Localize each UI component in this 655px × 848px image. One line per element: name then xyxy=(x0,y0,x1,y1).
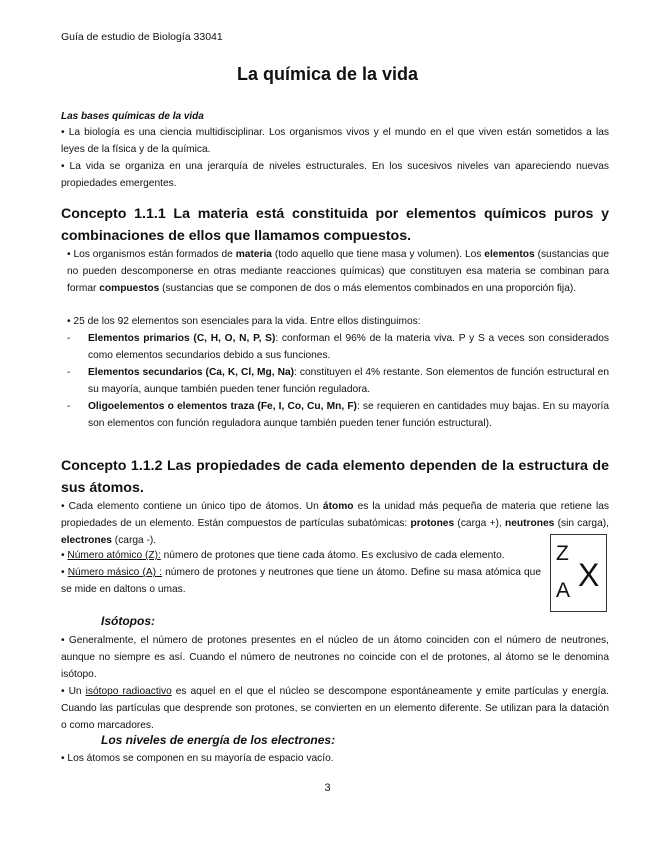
bullet-icon: • xyxy=(61,635,69,646)
concept-heading-1-1-2: Concepto 1.1.2 Las propiedades de cada elemento dependen de la estructura de sus átomos. xyxy=(61,458,609,496)
running-header: Guía de estudio de Biología 33041 xyxy=(61,31,223,43)
atomic-number-symbol: Z xyxy=(556,542,569,565)
paragraph-isotopo-radioactivo: • Un isótopo radioactivo es aquel en el que el núcleo se descompone espontáneamente y emite partículas y energía. Cuando las partículas que desprende son protones, se convierten en un elemento diferente. Se utilizan para la datación o como marcadores. xyxy=(61,686,609,731)
dash-marker: - xyxy=(67,333,71,344)
bullet-icon: • xyxy=(61,550,68,561)
section-heading-bases: Las bases químicas de la vida xyxy=(61,111,204,122)
paragraph-jerarquia: • La vida se organiza en una jerarquía de niveles estructurales. En los sucesivos niveles van apareciendo nuevas propiedades emergentes. xyxy=(61,161,609,189)
isotope-notation-box xyxy=(550,534,607,612)
bullet-icon: • xyxy=(61,501,69,512)
paragraph-isotopos: • Generalmente, el número de protones presentes en el núcleo de un átomo coinciden con el número de neutrones, aunque no siempre es así. Cuando el número de neutrones no coincide con el de protones, al átomo se le denomina isótopo. xyxy=(61,635,609,680)
concept-heading-1-1-1: Concepto 1.1.1 La materia está constituida por elementos químicos puros y combinaciones de ellos que llamamos compuestos. xyxy=(61,206,609,244)
element-symbol: X xyxy=(578,557,600,593)
bullet-elementos-esenciales: • 25 de los 92 elementos son esenciales para la vida. Entre ellos distinguimos: xyxy=(67,316,421,327)
document-page: Guía de estudio de Biología 33041 La química de la vida Las bases químicas de la vida • La biología es una ciencia multidisciplinar. Los organismos vivos y el mundo en el que viven están sometidos a las leyes de la física y de la química. • La vida se organiza en una jerarquía de niveles estructurales. En los sucesivos niveles van apareciendo nuevas propiedades emergentes. Concepto 1.1.1 La materia está constituida por elementos químicos puros y combinaciones de ellos que llamamos compuestos. • Los organismos están formados de materia (todo aquello que tiene masa y volumen). Los elementos (sustancias que no pueden descomponerse en otras mediante reacciones químicas) que constituyen esa materia se combinan para formar compuestos (sustancias que se componen de dos o más elementos combinados en una proporción fija). • 25 de los 92 elementos son esenciales para la vida. Entre ellos distinguimos: - Elementos primarios (C, H, O, N, P, S): conforman el 96% de la materia viva. P y S a veces son considerados como elementos secundarios debido a sus funciones. - Elementos secundarios (Ca, K, Cl, Mg, Na): constituyen el 4% restante. Son elementos de función estructural en su mayoría, aunque también pueden tener función reguladora. - Oligoelementos o elementos traza (Fe, I, Co, Cu, Mn, F): se requieren en cantidades muy bajas. En su mayoría son elementos con función reguladora aunque también pueden tener función estructural). Concepto 1.1.2 Las propiedades de cada elemento dependen de la estructura de sus átomos. • Cada elemento contiene un único tipo de átomos. Un átomo es la unidad más pequeña de materia que retiene las propiedades de un elemento. Están compuestos de partículas subatómicas: protones (carga +), neutrones (sin carga), electrones (carga -). • Número atómico (Z): número de protones que tiene cada átomo. Es exclusivo de cada elemento. • Número másico (A) : número de protones y neutrones que tiene un átomo. Define su masa atómica que se mide en daltons o umas. Z A X Isótopos: • Generalmente, el número de protones presentes en el núcleo de un átomo coinciden con el número de neutrones, aunque no siempre es así. Cuando el número de neutrones no coincide con el de protones, al átomo se le denomina isótopo. • Un isótopo radioactivo es aquel en el que el núcleo se descompone espontáneamente y emite partículas y energía. Cuando las partículas que desprende son protones, se convierten en un elemento diferente. Se utilizan para la datación o como marcadores. Los niveles de energía de los electrones: • Los átomos se componen en su mayoría de espacio vacío. 3 xyxy=(0,0,655,848)
bullet-icon: • xyxy=(61,161,70,172)
subheading-niveles-energia: Los niveles de energía de los electrones: xyxy=(101,733,336,747)
paragraph-biologia: • La biología es una ciencia multidisciplinar. Los organismos vivos y el mundo en el que viven están sometidos a las leyes de la física y de la química. xyxy=(61,127,609,155)
mass-number-symbol: A xyxy=(556,579,571,602)
bullet-numero-atomico: • Número atómico (Z): número de protones que tiene cada átomo. Es exclusivo de cada elemento. xyxy=(61,550,505,561)
page-number: 3 xyxy=(324,782,331,794)
bullet-icon: • xyxy=(61,686,69,697)
bullet-icon: • xyxy=(61,567,68,578)
subheading-isotopos: Isótopos: xyxy=(101,614,155,628)
bullet-atomo: • Cada elemento contiene un único tipo de átomos. Un átomo es la unidad más pequeña de materia que retiene las propiedades de un elemento. Están compuestos de partículas subatómicas: protones (carga +), neutrones (sin carga), electrones (carga -). xyxy=(61,501,609,546)
bullet-numero-masico: • Número másico (A) : número de protones y neutrones que tiene un átomo. Define su masa atómica que se mide en daltons o umas. xyxy=(61,567,542,595)
bullet-icon: • xyxy=(61,127,69,138)
dash-marker: - xyxy=(67,367,71,378)
bullet-organismos-materia: • Los organismos están formados de materia (todo aquello que tiene masa y volumen). Los elementos (sustancias que no pueden descomponerse en otras mediante reacciones químicas) que constituyen esa materia se combinan para formar compuestos (sustancias que se componen de dos o más elementos combinados en una proporción fija). xyxy=(67,249,609,294)
page-title: La química de la vida xyxy=(236,64,419,84)
dash-marker: - xyxy=(67,401,71,412)
bullet-icon: • xyxy=(61,753,68,764)
bullet-icon: • xyxy=(67,316,74,327)
paragraph-espacio-vacio: • Los átomos se componen en su mayoría de espacio vacío. xyxy=(61,753,334,764)
bullet-icon: • xyxy=(67,249,74,260)
